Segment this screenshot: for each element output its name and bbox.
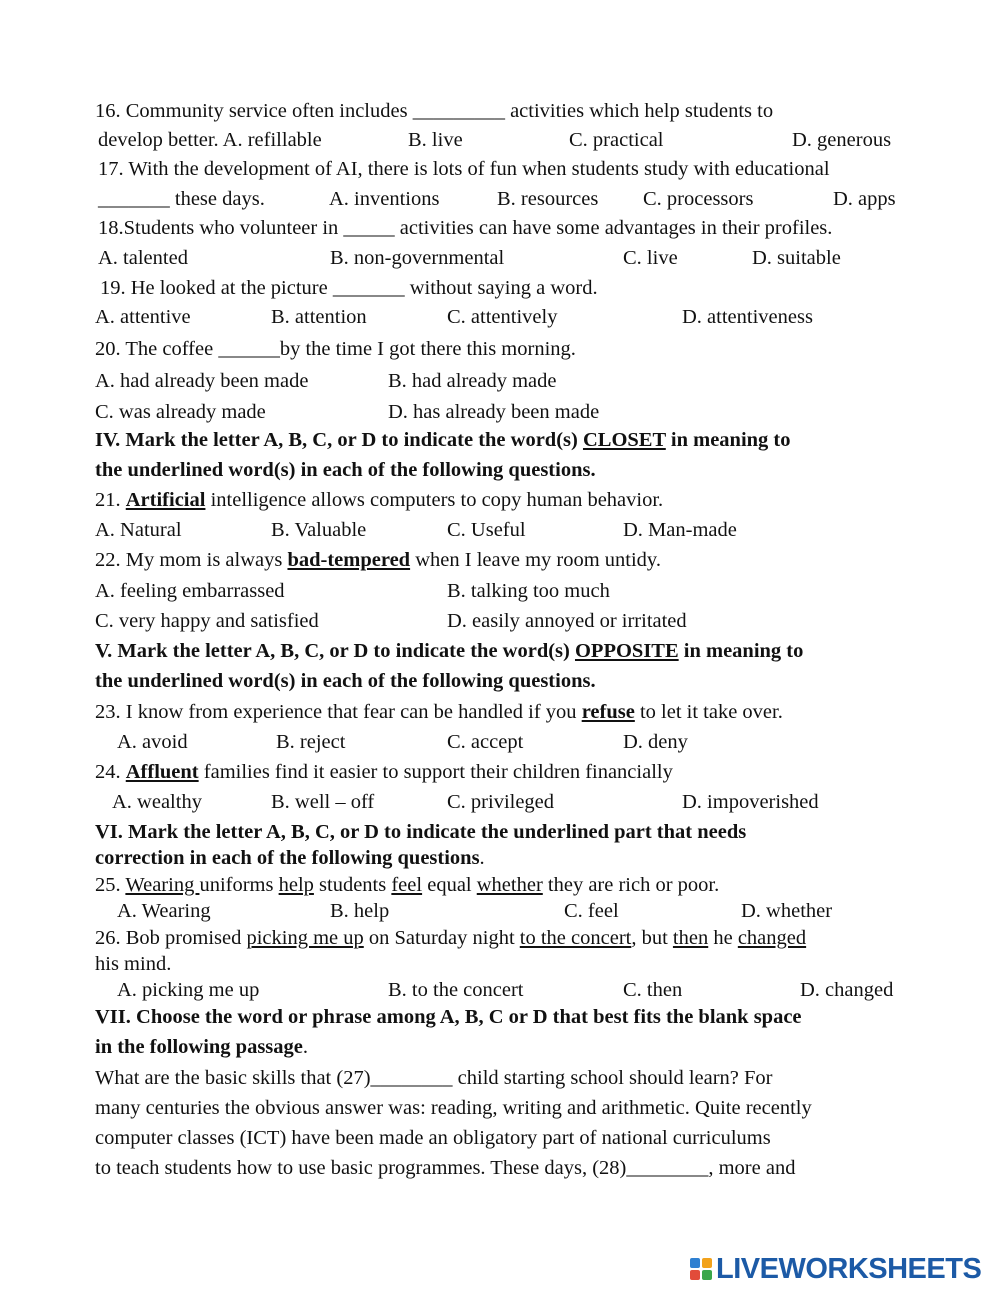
- q24-underlined-word: Affluent: [125, 761, 199, 783]
- q18-stem: 18.Students who volunteer in _____ activities can have some advantages in their profiles.: [98, 217, 833, 239]
- q25-option-c: C. feel: [564, 900, 619, 922]
- section-iv-heading: IV. Mark the letter A, B, C, or D to indicate the word(s) CLOSET in meaning to: [95, 429, 791, 451]
- q17-option-a: A. inventions: [329, 188, 440, 210]
- q23-stem: 23. I know from experience that fear can be handled if you refuse to let it take over.: [95, 701, 783, 723]
- q18-option-a: A. talented: [98, 247, 188, 269]
- q25-stem: 25. Wearing uniforms help students feel equal whether they are rich or poor.: [95, 874, 720, 896]
- q19-option-c: C. attentively: [447, 306, 558, 328]
- q24-stem: 24. Affluent families find it easier to support their children financially: [95, 761, 673, 783]
- section-vii-heading-line2: in the following passage.: [95, 1036, 308, 1058]
- q16-option-b: B. live: [408, 129, 463, 151]
- q19-stem: 19. He looked at the picture _______ without saying a word.: [100, 277, 598, 299]
- q26-stem: 26. Bob promised picking me up on Saturday night to the concert, but then he changed: [95, 927, 807, 949]
- section-v-keyword: OPPOSITE: [574, 640, 679, 662]
- section-vi-heading: VI. Mark the letter A, B, C, or D to indicate the underlined part that needs: [95, 821, 747, 843]
- q17-blank-line: _______ these days.: [98, 188, 265, 210]
- q25-option-a: A. Wearing: [117, 900, 211, 922]
- q20-option-d: D. has already been made: [388, 401, 600, 423]
- q25-part-d: whether: [476, 874, 543, 896]
- q17-stem: 17. With the development of AI, there is lots of fun when students study with educational: [98, 158, 830, 180]
- section-iv-keyword: CLOSET: [582, 429, 666, 451]
- liveworksheets-logo: [690, 1253, 981, 1285]
- q24-option-c: C. privileged: [447, 791, 555, 813]
- section-iv-heading-line2: the underlined word(s) in each of the following questions.: [95, 459, 596, 481]
- q21-option-d: D. Man-made: [623, 519, 737, 541]
- q22-option-a: A. feeling embarrassed: [95, 580, 285, 602]
- q23-option-a: A. avoid: [117, 731, 188, 753]
- q20-stem: 20. The coffee ______by the time I got there this morning.: [95, 338, 576, 360]
- q22-underlined-word: bad-tempered: [287, 549, 411, 571]
- q21-stem: 21. Artificial intelligence allows computers to copy human behavior.: [95, 489, 664, 511]
- q26-part-c: then: [672, 927, 709, 949]
- q21-option-a: A. Natural: [95, 519, 182, 541]
- section-vii-heading: VII. Choose the word or phrase among A, B, C or D that best fits the blank space: [95, 1006, 802, 1028]
- q24-option-d: D. impoverished: [682, 791, 819, 813]
- q26-option-c: C. then: [623, 979, 683, 1001]
- passage-line-1: What are the basic skills that (27)________ child starting school should learn? For: [95, 1067, 773, 1089]
- q19-option-a: A. attentive: [95, 306, 191, 328]
- q25-part-b: help: [278, 874, 314, 896]
- q26-stem-line2: his mind.: [95, 953, 172, 975]
- section-v-heading: V. Mark the letter A, B, C, or D to indicate the word(s) OPPOSITE in meaning to: [95, 640, 804, 662]
- q22-stem: 22. My mom is always bad-tempered when I leave my room untidy.: [95, 549, 661, 571]
- q24-option-b: B. well – off: [271, 791, 375, 813]
- q22-option-b: B. talking too much: [447, 580, 610, 602]
- q21-underlined-word: Artificial: [125, 489, 206, 511]
- q19-option-b: B. attention: [271, 306, 367, 328]
- q25-part-a: Wearing: [125, 874, 200, 896]
- passage-line-4: to teach students how to use basic programmes. These days, (28)________, more and: [95, 1157, 796, 1179]
- q23-option-b: B. reject: [276, 731, 346, 753]
- q26-option-d: D. changed: [800, 979, 894, 1001]
- q26-part-d: changed: [737, 927, 807, 949]
- q22-option-d: D. easily annoyed or irritated: [447, 610, 687, 632]
- section-v-heading-line2: the underlined word(s) in each of the following questions.: [95, 670, 596, 692]
- q26-option-b: B. to the concert: [388, 979, 524, 1001]
- q18-option-c: C. live: [623, 247, 678, 269]
- q20-option-b: B. had already made: [388, 370, 557, 392]
- q23-underlined-word: refuse: [581, 701, 635, 723]
- q25-part-c: feel: [391, 874, 423, 896]
- q16-option-a: develop better. A. refillable: [98, 129, 322, 151]
- q20-option-c: C. was already made: [95, 401, 266, 423]
- q20-option-a: A. had already been made: [95, 370, 309, 392]
- q26-option-a: A. picking me up: [117, 979, 260, 1001]
- q17-option-b: B. resources: [497, 188, 599, 210]
- q21-option-b: B. Valuable: [271, 519, 367, 541]
- liveworksheets-logo-icon: [690, 1258, 712, 1280]
- q17-option-d: D. apps: [833, 188, 896, 210]
- q26-part-b: to the concert: [519, 927, 632, 949]
- q24-option-a: A. wealthy: [112, 791, 202, 813]
- q26-part-a: picking me up: [246, 927, 364, 949]
- q16-stem: 16. Community service often includes _________ activities which help students to: [95, 100, 774, 122]
- q18-option-d: D. suitable: [752, 247, 841, 269]
- q17-option-c: C. processors: [643, 188, 754, 210]
- q25-option-b: B. help: [330, 900, 390, 922]
- q16-option-c: C. practical: [569, 129, 664, 151]
- q18-option-b: B. non-governmental: [330, 247, 505, 269]
- q16-option-d: D. generous: [792, 129, 892, 151]
- q21-option-c: C. Useful: [447, 519, 526, 541]
- q22-option-c: C. very happy and satisfied: [95, 610, 319, 632]
- q23-option-d: D. deny: [623, 731, 688, 753]
- passage-line-3: computer classes (ICT) have been made an obligatory part of national curriculums: [95, 1127, 771, 1149]
- passage-line-2: many centuries the obvious answer was: reading, writing and arithmetic. Quite recently: [95, 1097, 812, 1119]
- q19-option-d: D. attentiveness: [682, 306, 813, 328]
- liveworksheets-logo-text: LIVEWORKSHEETS: [716, 1252, 982, 1285]
- q25-option-d: D. whether: [741, 900, 833, 922]
- section-vi-heading-line2: correction in each of the following questions.: [95, 847, 485, 869]
- q23-option-c: C. accept: [447, 731, 524, 753]
